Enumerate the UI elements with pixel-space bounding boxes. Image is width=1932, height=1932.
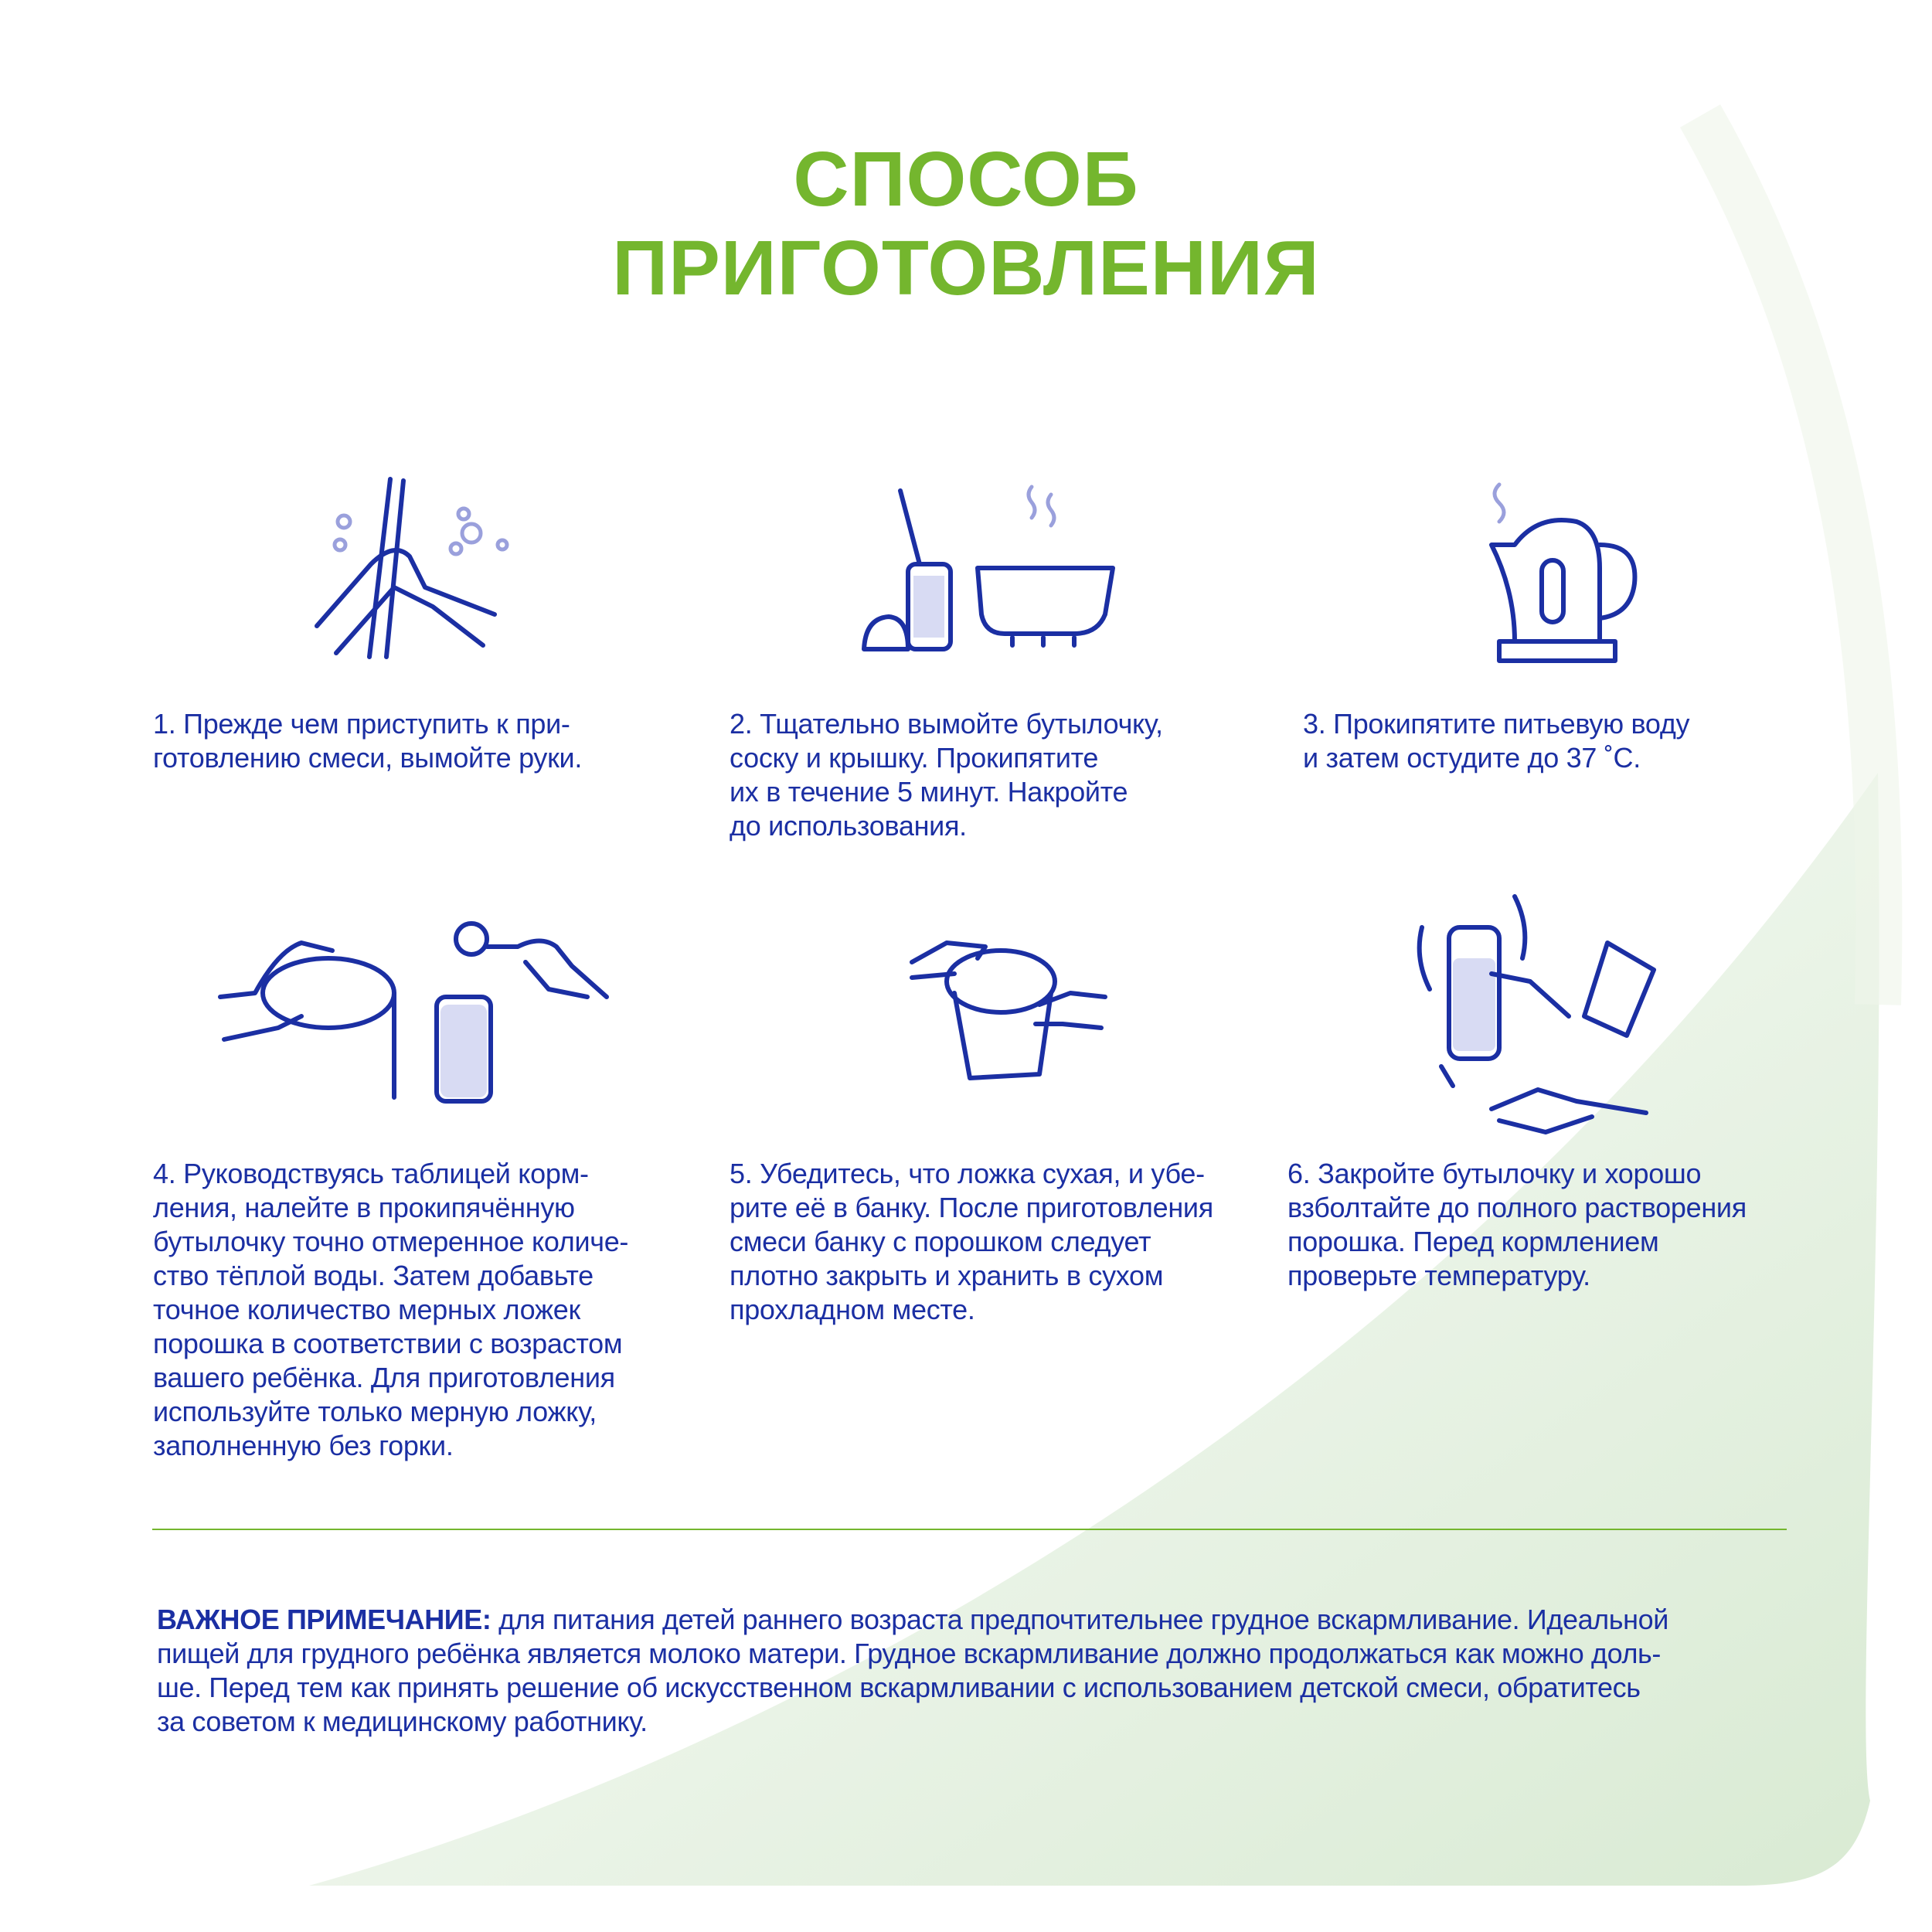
measuring-powder-icon — [216, 920, 611, 1113]
step-1-text: 1. Прежде чем приступить к при- готовлению смеси, вымойте руки. — [153, 708, 583, 774]
step-4-text: 4. Руководствуясь таблицей корм- ления, налейте в прокипячённую бутылочку точно отмеренное количе- ство тёплой воды. Затем добавьте точное количество мерных ложек порошка в соответствии с возрастом вашего ребёнка. Для приготовления используйте только мерную ложку, заполненную без горки. — [153, 1158, 629, 1461]
step-3-text: 3. Прокипятите питьевую воду и затем остудите до 37 ˚С. — [1303, 708, 1690, 774]
step-5-text: 5. Убедитесь, что ложка сухая, и убе- рите её в банку. После приготовления смеси банку с порошком следует плотно закрыть и хранить в сухом прохладном месте. — [730, 1158, 1213, 1325]
bottle-sterilizing-icon — [858, 479, 1121, 657]
divider — [152, 1529, 1787, 1530]
step-6-text: 6. Закройте бутылочку и хорошо взболтайте до полного растворения порошка. Перед кормлением проверьте температуру. — [1287, 1158, 1747, 1291]
shaking-bottle-icon — [1414, 881, 1669, 1144]
note-label: ВАЖНОЕ ПРИМЕЧАНИЕ: — [157, 1604, 492, 1635]
hand-washing-icon — [309, 471, 526, 665]
page-title: СПОСОБ ПРИГОТОВЛЕНИЯ — [612, 136, 1320, 311]
kettle-icon — [1484, 475, 1654, 668]
step-2-text: 2. Тщательно вымойте бутылочку, соску и крышку. Прокипятите их в течение 5 минут. Накройте до использования. — [730, 708, 1163, 842]
important-note: ВАЖНОЕ ПРИМЕЧАНИЕ: для питания детей раннего возраста предпочтительнее грудное вскармливание. Идеальной пищей для грудного ребёнка является молоко матери. Грудное вскармливание должно продолжаться как можно доль- ше. Перед тем как принять решение об искусственном вскармливании с использованием детской смеси, обратитесь за советом к медицинскому работнику. — [157, 1604, 1668, 1737]
closing-jar-icon — [908, 931, 1109, 1086]
